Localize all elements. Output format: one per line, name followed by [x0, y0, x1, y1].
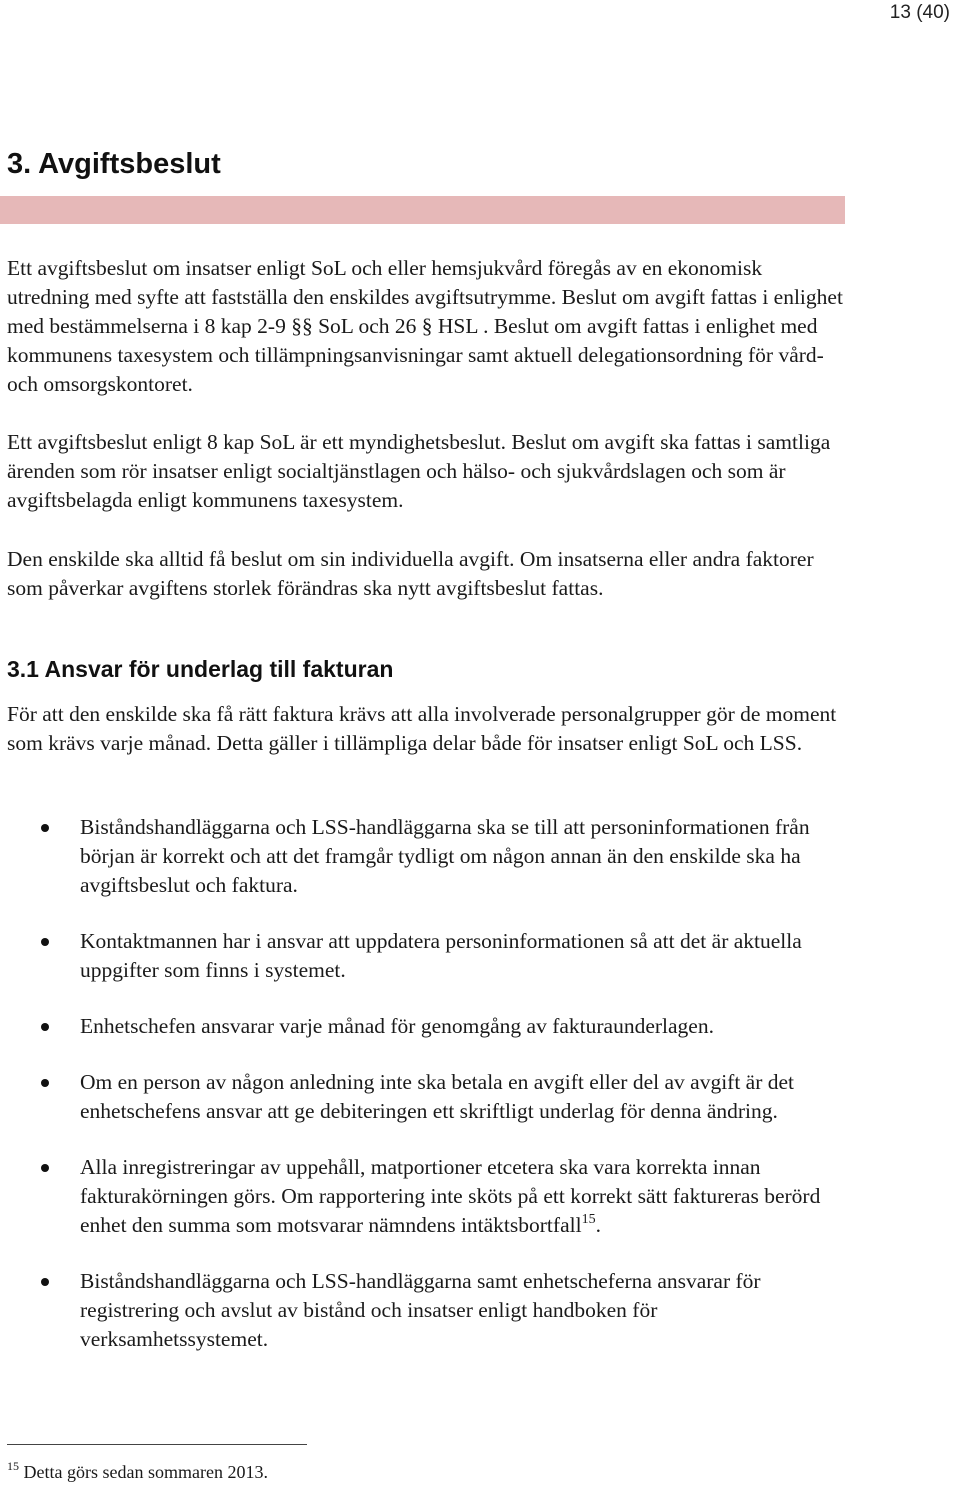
list-item-text: Kontaktmannen har i ansvar att uppdatera personinformationen så att det är aktuella uppgifter som finns i systemet. — [80, 929, 802, 982]
list-item — [0, 927, 960, 985]
list-item-text: Alla inregistreringar av uppehåll, matportioner etcetera ska vara korrekta innan fakturakörningen görs. Om rapportering inte sköts på ett korrekt sätt faktureras berörd enhet den summa som motsvarar nämndens intäktsbortfall — [80, 1155, 821, 1237]
bullet-list — [0, 813, 960, 1381]
list-item-text-with-footnote — [80, 1153, 845, 1240]
list-item-text: Enhetschefen ansvarar varje månad för genomgång av fakturaunderlagen. — [80, 1014, 714, 1038]
list-item — [0, 1012, 960, 1041]
list-item-text: Om en person av någon anledning inte ska betala en avgift eller del av avgift är det enhetschefens ansvar att ge debiteringen ett skriftligt underlag för denna ändring. — [80, 1070, 795, 1123]
heading-underline-bar — [0, 196, 845, 224]
section-heading: 3. Avgiftsbeslut — [7, 148, 221, 180]
bullet-icon — [41, 938, 49, 946]
subsection-heading: 3.1 Ansvar för underlag till fakturan — [7, 656, 394, 682]
footnote-reference[interactable]: 15 — [581, 1212, 596, 1227]
list-item-text: Biståndshandläggarna och LSS-handläggarna ska se till att personinformationen från början är korrekt och att det framgår tydligt om någon annan än den enskilde ska ha avgiftsbeslut och faktura. — [80, 815, 810, 897]
page-number: 13 (40) — [889, 2, 950, 23]
footnote-text: Detta görs sedan sommaren 2013. — [23, 1462, 268, 1482]
list-item — [0, 1153, 960, 1240]
bullet-icon — [41, 1079, 49, 1087]
bullet-icon — [41, 1023, 49, 1031]
footnote-separator — [7, 1444, 307, 1445]
bullet-icon — [41, 824, 49, 832]
footnote-number: 15 — [7, 1459, 19, 1473]
list-item-text: Biståndshandläggarna och LSS-handläggarna samt enhetscheferna ansvarar för registrering och avslut av bistånd och insatser enligt handboken för verksamhetssystemet. — [80, 1269, 761, 1351]
list-item — [0, 813, 960, 900]
list-item — [0, 1068, 960, 1126]
list-item — [0, 1267, 960, 1354]
paragraph: För att den enskilde ska få rätt faktura krävs att alla involverade personalgrupper gör de moment som krävs varje månad. Detta gäller i tillämpliga delar både för insatser enligt SoL och LSS. — [7, 702, 837, 755]
paragraph: Ett avgiftsbeslut enligt 8 kap SoL är ett myndighetsbeslut. Beslut om avgift ska fattas i samtliga ärenden som rör insatser enligt socialtjänstlagen och hälso- och sjukvårdslagen och som är avgiftsbelagda enligt kommunens taxesystem. — [7, 430, 831, 512]
paragraph: Den enskilde ska alltid få beslut om sin individuella avgift. Om insatserna eller andra faktorer som påverkar avgiftens storlek förändras ska nytt avgiftsbeslut fattas. — [7, 547, 814, 600]
paragraph: Ett avgiftsbeslut om insatser enligt SoL och eller hemsjukvård föregås av en ekonomisk utredning med syfte att fastställa den enskildes avgiftsutrymme. Beslut om avgift fattas i enlighet med bestämmelserna i 8 kap 2-9 §§ SoL och 26 § HSL . Beslut om avgift fattas i enlighet med kommunens taxesystem och tillämpningsanvisningar samt aktuell delegationsordning för vård- och omsorgskontoret. — [7, 256, 843, 396]
bullet-icon — [41, 1278, 49, 1286]
footnote — [7, 1459, 268, 1483]
bullet-icon — [41, 1164, 49, 1172]
sentence-end: . — [595, 1213, 601, 1237]
